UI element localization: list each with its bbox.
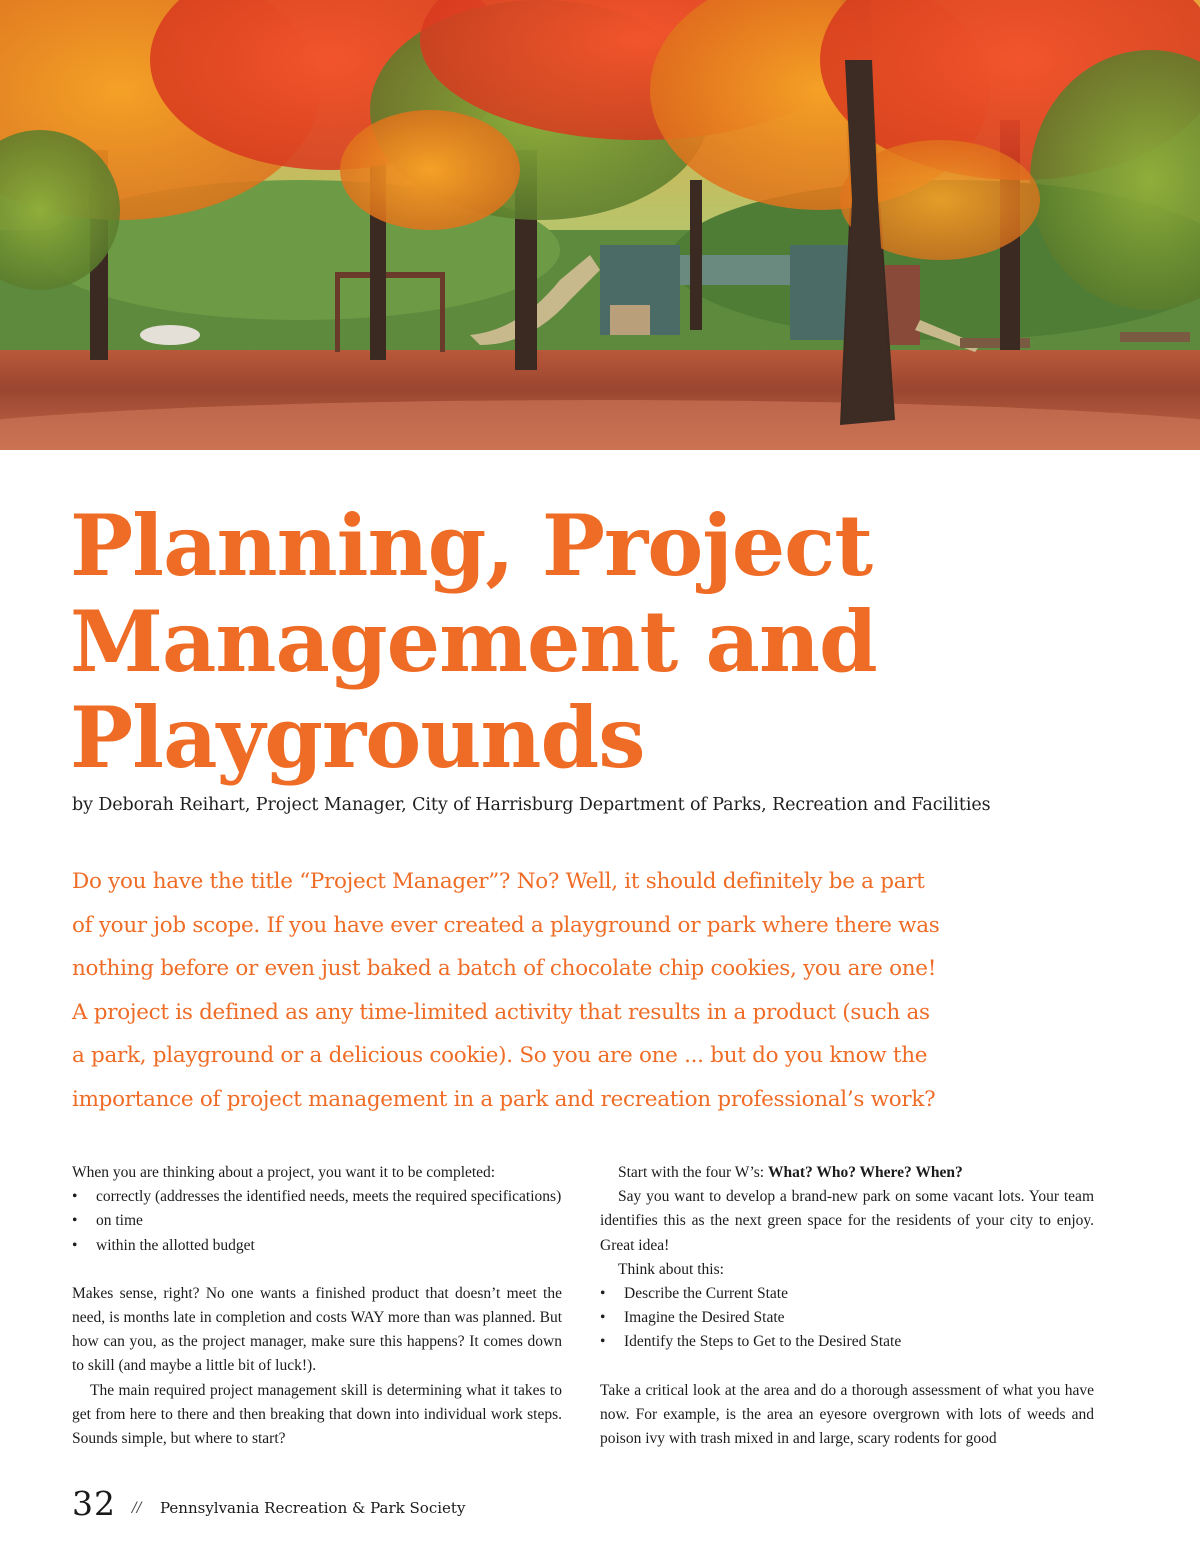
body-column-right xyxy=(600,1161,1094,1451)
list-item: • on time xyxy=(72,1209,562,1233)
body-paragraph: Makes sense, right? No one wants a finished product that doesn’t meet the need, is months late in completion and costs WAY more than was planned. But how can you, as the project manager, make sure this happens? It comes down to skill (and maybe a little bit of luck!). xyxy=(72,1284,562,1375)
intro-line: Do you have the title “Project Manager”? No? Well, it should definitely be a part xyxy=(72,869,925,894)
body-paragraph: Say you want to develop a brand-new park on some vacant lots. Your team identifies this as the next green space for the residents of your city to enjoy. Great idea! xyxy=(600,1188,1094,1254)
body-paragraph: Take a critical look at the area and do a thorough assessment of what you have now. For example, is the area an eyesore overgrown with lots of weeds and poison ivy with trash mixed in and large, scary rodents for good xyxy=(600,1381,1094,1448)
title-line-1: Planning, Project xyxy=(70,496,873,595)
footer-separator: // xyxy=(132,1500,142,1516)
intro-line: importance of project management in a park and recreation professional’s work? xyxy=(72,1086,936,1112)
list-item: • Identify the Steps to Get to the Desired State xyxy=(600,1330,1094,1354)
byline: by Deborah Reihart, Project Manager, City of Harrisburg Department of Parks, Recreation and Facilities xyxy=(72,795,991,815)
four-ws-emphasis: What? Who? Where? When? xyxy=(767,1164,963,1181)
list-item: • within the allotted budget xyxy=(72,1234,562,1258)
title-line-3: Playgrounds xyxy=(70,688,645,787)
autumn-playground-image xyxy=(0,0,1200,450)
page-number: 32 xyxy=(72,1484,116,1523)
list-item: • correctly (addresses the identified needs, meets the required specifications) xyxy=(72,1185,562,1209)
title-line-2: Management and xyxy=(70,592,877,691)
intro-line: a park, playground or a delicious cookie). So you are one ... but do you know the xyxy=(72,1043,928,1069)
list-item: • Imagine the Desired State xyxy=(600,1306,1094,1330)
body-paragraph: Think about this: xyxy=(618,1260,724,1278)
bullet-list xyxy=(600,1282,1094,1355)
intro-line: nothing before or even just baked a batch of chocolate chip cookies, you are one! xyxy=(72,956,937,982)
intro-paragraph xyxy=(72,860,1072,1122)
body-paragraph: The main required project management skill is determining what it takes to get from here to there and then breaking that down into individual work steps. Sounds simple, but where to start? xyxy=(72,1381,562,1448)
body-column-left xyxy=(72,1161,562,1451)
intro-line: of your job scope. If you have ever created a playground or park where there was xyxy=(72,912,940,938)
body-paragraph: When you are thinking about a project, you want it to be completed: xyxy=(72,1164,496,1181)
hero-photo xyxy=(0,0,1200,450)
intro-line: A project is defined as any time-limited activity that results in a product (such as xyxy=(72,999,930,1025)
publication-name: Pennsylvania Recreation & Park Society xyxy=(160,1499,466,1517)
list-item: • Describe the Current State xyxy=(600,1282,1094,1306)
body-paragraph xyxy=(600,1161,1094,1185)
bullet-list xyxy=(72,1185,562,1258)
four-ws-lead: Start with the four W’s: xyxy=(618,1164,768,1181)
article-title xyxy=(70,498,1130,786)
